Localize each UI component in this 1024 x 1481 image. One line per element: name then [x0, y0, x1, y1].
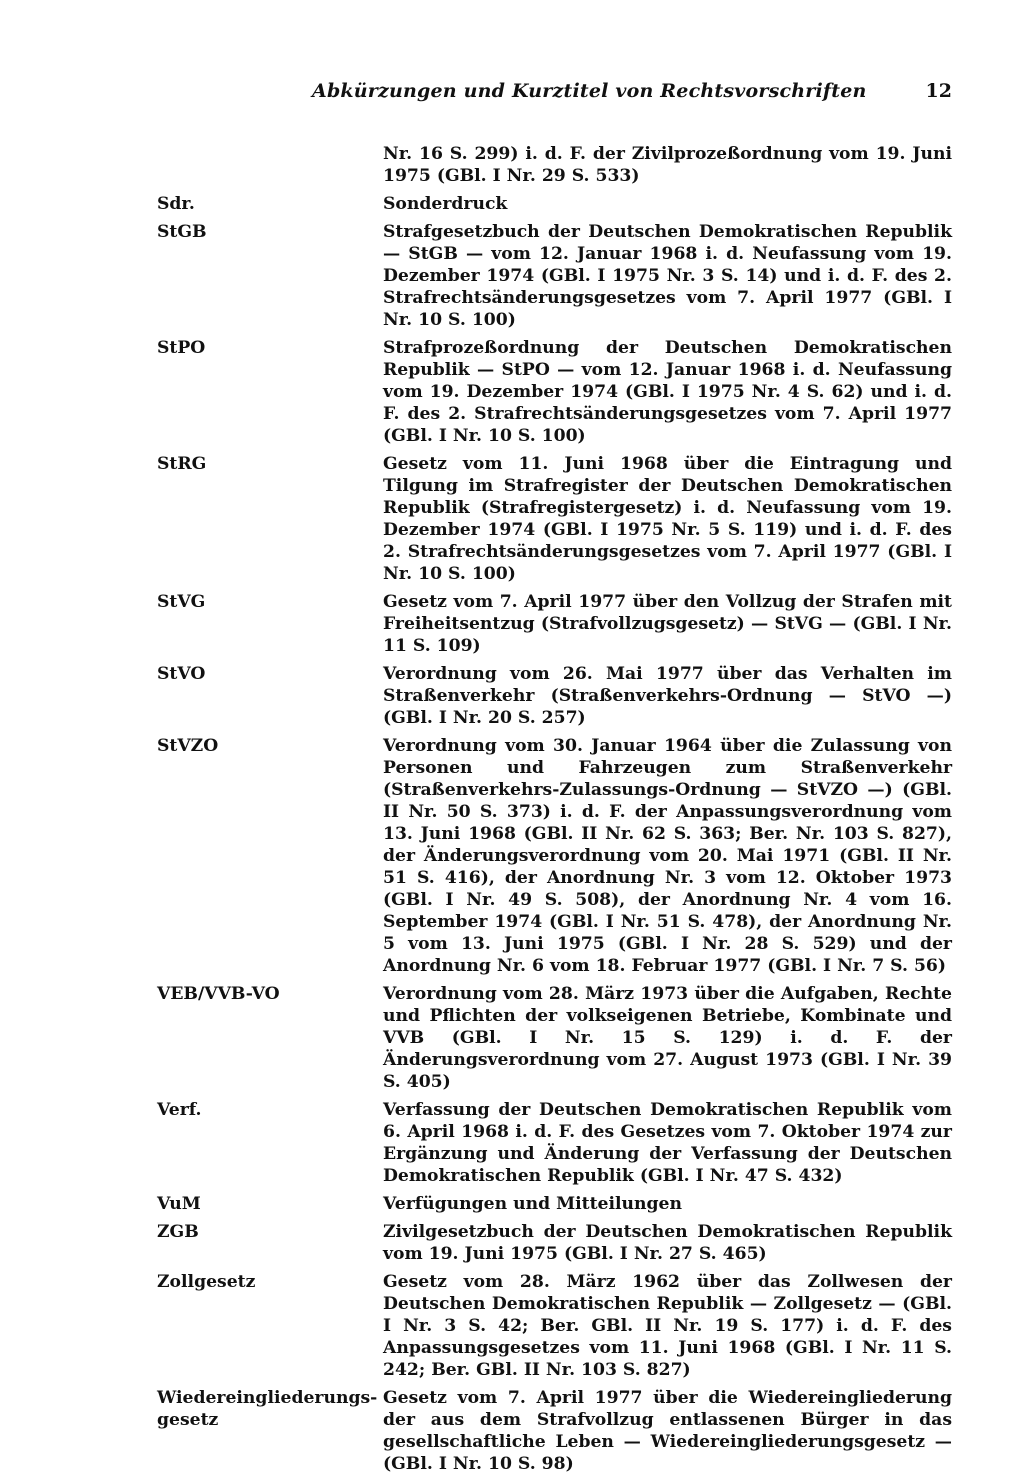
list-item [157, 591, 952, 657]
abbreviation-term: ZGB [157, 1222, 199, 1242]
abbreviation-term: StVO [157, 664, 206, 684]
list-item [157, 983, 952, 1093]
abbreviation-term: Verf. [157, 1100, 202, 1120]
abbreviation-term: StRG [157, 454, 207, 474]
abbreviation-term: VEB/VVB-VO [157, 984, 280, 1004]
page-header [312, 80, 952, 110]
abbreviation-definition: Verfügungen und Mitteilungen [383, 1194, 682, 1214]
abbreviation-term [157, 143, 383, 187]
abbreviation-term: Zollgesetz [157, 1272, 256, 1292]
abbreviation-term: Sdr. [157, 194, 195, 214]
list-item [157, 337, 952, 447]
abbreviation-definition: Verordnung vom 26. Mai 1977 über das Verhalten im Straßenverkehr (Straßenverkehrs-Ordnung — StVO —) (GBl. I Nr. 20 S. 257) [383, 664, 952, 728]
list-item [157, 663, 952, 729]
abbreviation-definition: Strafgesetzbuch der Deutschen Demokratischen Republik — StGB — vom 12. Januar 1968 i. d. Neufassung vom 19. Dezember 1974 (GBl. I 1975 Nr. 3 S. 14) und i. d. F. des 2. Strafrechtsänderungsgesetzes vom 7. April 1977 (GBl. I Nr. 10 S. 100) [383, 222, 952, 330]
abbreviation-term: StVG [157, 592, 206, 612]
page-number: 12 [925, 80, 952, 102]
list-item [157, 193, 952, 215]
abbreviation-term: Wiedereingliederungs- gesetz [157, 1388, 378, 1430]
abbreviation-term: StPO [157, 338, 206, 358]
abbreviation-definition: Sonderdruck [383, 194, 508, 214]
abbreviation-definition: Zivilgesetzbuch der Deutschen Demokratischen Republik vom 19. Juni 1975 (GBl. I Nr. 27 S. 465) [383, 1222, 952, 1264]
list-item [157, 735, 952, 977]
list-item [157, 1193, 952, 1215]
abbreviation-term: StGB [157, 222, 207, 242]
abbreviation-term: VuM [157, 1194, 201, 1214]
abbreviation-definition: Gesetz vom 28. März 1962 über das Zollwesen der Deutschen Demokratischen Republik — Zollgesetz — (GBl. I Nr. 3 S. 42; Ber. GBl. II Nr. 19 S. 177) i. d. F. des Anpassungsgesetzes vom 11. Juni 1968 (GBl. I Nr. 11 S. 242; Ber. GBl. II Nr. 103 S. 827) [383, 1272, 952, 1380]
abbreviation-definition: Gesetz vom 11. Juni 1968 über die Eintragung und Tilgung im Strafregister der Deutschen Demokratischen Republik (Strafregistergesetz) i. d. Neufassung vom 19. Dezember 1974 (GBl. I 1975 Nr. 5 S. 119) und i. d. F. des 2. Strafrechtsänderungsgesetzes vom 7. April 1977 (GBl. I Nr. 10 S. 100) [383, 454, 952, 584]
abbreviation-definition: Strafprozeßordnung der Deutschen Demokratischen Republik — StPO — vom 12. Januar 1968 i. d. Neufassung vom 19. Dezember 1974 (GBl. I 1975 Nr. 4 S. 62) und i. d. F. des 2. Strafrechtsänderungsgesetzes vom 7. April 1977 (GBl. I Nr. 10 S. 100) [383, 338, 952, 446]
abbreviation-definition: Verordnung vom 28. März 1973 über die Aufgaben, Rechte und Pflichten der volkseigenen Betriebe, Kombinate und VVB (GBl. I Nr. 15 S. 129) i. d. F. der Änderungsverordnung vom 27. August 1973 (GBl. I Nr. 39 S. 405) [383, 984, 952, 1092]
list-item [157, 1387, 952, 1475]
list-item [157, 453, 952, 585]
abbreviation-definition: Gesetz vom 7. April 1977 über die Wiedereingliederung der aus dem Strafvollzug entlassenen Bürger in das gesellschaftliche Leben — Wiedereingliederungsgesetz — (GBl. I Nr. 10 S. 98) [383, 1388, 952, 1474]
list-item [157, 143, 952, 187]
abbreviation-definition: Verfassung der Deutschen Demokratischen Republik vom 6. April 1968 i. d. F. des Gesetzes vom 7. Oktober 1974 zur Ergänzung und Änderung der Verfassung der Deutschen Demokratischen Republik (GBl. I Nr. 47 S. 432) [383, 1100, 952, 1186]
list-item [157, 221, 952, 331]
abbreviation-definition: Gesetz vom 7. April 1977 über den Vollzug der Strafen mit Freiheitsentzug (Strafvollzugsgesetz) — StVG — (GBl. I Nr. 11 S. 109) [383, 592, 952, 656]
abbreviation-definition: Nr. 16 S. 299) i. d. F. der Zivilprozeßordnung vom 19. Juni 1975 (GBl. I Nr. 29 S. 533) [383, 144, 952, 186]
abbreviation-definition: Verordnung vom 30. Januar 1964 über die Zulassung von Personen und Fahrzeugen zum Straßenverkehr (Straßenverkehrs-Zulassungs-Ordnung — StVZO —) (GBl. II Nr. 50 S. 373) i. d. F. der Anpassungsverordnung vom 13. Juni 1968 (GBl. II Nr. 62 S. 363; Ber. Nr. 103 S. 827), der Änderungsverordnung vom 20. Mai 1971 (GBl. II Nr. 51 S. 416), der Anordnung Nr. 3 vom 12. Oktober 1973 (GBl. I Nr. 49 S. 508), der Anordnung Nr. 4 vom 16. September 1974 (GBl. I Nr. 51 S. 478), der Anordnung Nr. 5 vom 13. Juni 1975 (GBl. I Nr. 28 S. 529) und der Anordnung Nr. 6 vom 18. Februar 1977 (GBl. I Nr. 7 S. 56) [383, 736, 952, 976]
list-item [157, 1221, 952, 1265]
abbreviation-term: StVZO [157, 736, 219, 756]
running-title: Abkürzungen und Kurztitel von Rechtsvorschriften [312, 80, 867, 102]
list-item [157, 1099, 952, 1187]
abbreviation-list [157, 143, 952, 1481]
list-item [157, 1271, 952, 1381]
